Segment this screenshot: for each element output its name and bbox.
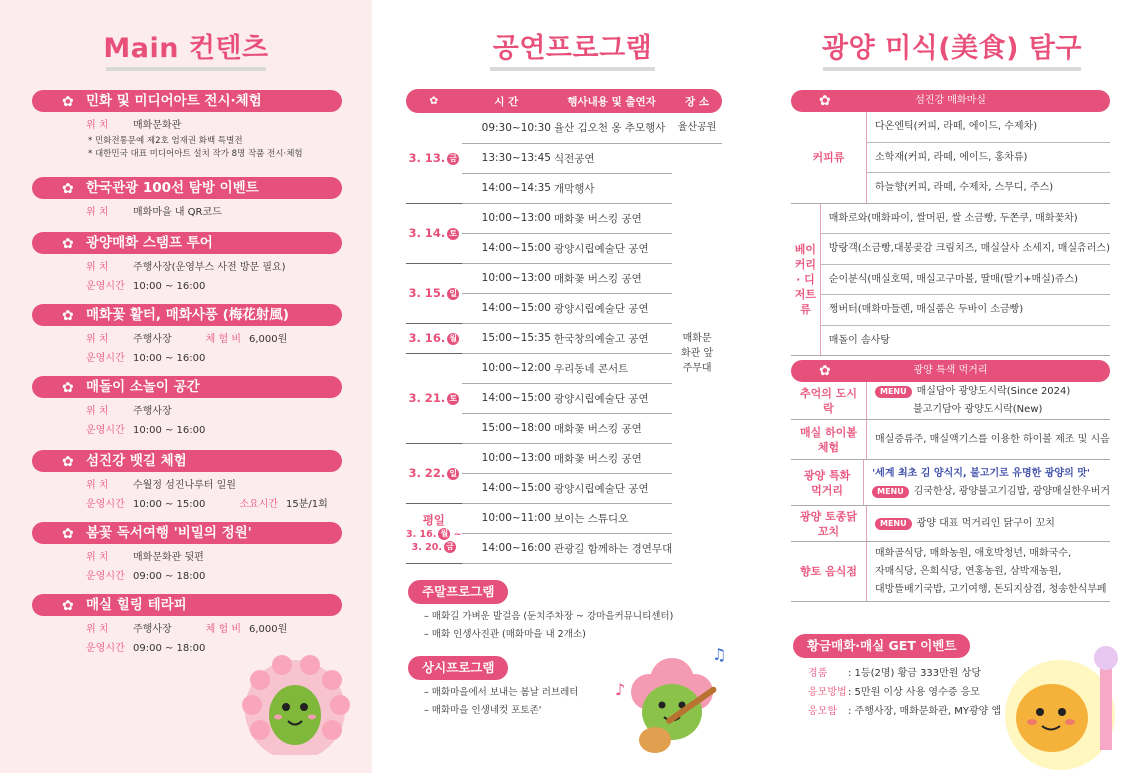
section-note: * 민화전통문예 제2호 엄재권 화백 특별전 xyxy=(88,136,243,146)
section-body xyxy=(32,330,342,368)
schedule-time: 13:30~13:45 xyxy=(462,143,551,173)
event-label: 응모방법 xyxy=(808,687,847,698)
title-underline xyxy=(490,67,655,71)
local-food-row xyxy=(791,506,1110,542)
schedule-event: 매화꽃 버스킹 공연 xyxy=(551,263,672,293)
food-category-row xyxy=(791,112,1110,204)
food-line-text: 매실증류주, 매실액기스를 이용한 하이볼 제조 및 시음 xyxy=(875,433,1110,445)
schedule-date xyxy=(406,353,462,443)
schedule-date xyxy=(406,113,462,203)
main-contents-title-text: Main 컨텐츠 xyxy=(103,33,269,64)
schedule-event: 광양시립예술단 공연 xyxy=(551,473,672,503)
section-header xyxy=(32,232,342,254)
flower-icon: ✿ xyxy=(62,181,74,197)
info-label: 소요시간 xyxy=(239,499,279,510)
section-note: * 대한민국 대표 미디어아트 설치 작가 8명 작품 전시·체험 xyxy=(88,149,303,159)
always-program-badge: 상시프로그램 xyxy=(408,656,508,680)
schedule-time: 10:00~12:00 xyxy=(462,353,551,383)
mascot-guitar-illustration xyxy=(607,640,737,765)
food-item: 순이분식(매실호떡, 매실고구마볼, 딸매(딸기+매실)쥬스) xyxy=(821,265,1110,296)
schedule-time: 10:00~13:00 xyxy=(462,263,551,293)
weekday-badge: 금 xyxy=(444,541,456,553)
food-line xyxy=(875,431,1110,449)
event-info-row xyxy=(808,683,980,702)
info-label: 위 치 xyxy=(86,552,109,563)
content-section xyxy=(32,304,342,368)
info-label: 체 험 비 xyxy=(205,334,241,345)
schedule-event: 광양시립예술단 공연 xyxy=(551,383,672,413)
always-item: – 매화마을에서 보내는 봄날 러브레터 xyxy=(424,687,579,698)
event-value: : 1등(2명) 황금 333만원 상당 xyxy=(848,668,981,679)
local-food-category: 광양 토종닭꼬치 xyxy=(791,506,867,541)
info-value: 10:00 ~ 15:00 xyxy=(133,499,206,510)
performance-title-text: 공연프로그램 xyxy=(492,33,653,64)
info-value: 09:00 ~ 18:00 xyxy=(133,571,206,582)
section-title: 한국관광 100선 탐방 이벤트 xyxy=(86,180,259,196)
section-header xyxy=(32,90,342,112)
schedule-event: 한국창의예술고 공연 xyxy=(551,323,672,353)
info-label: 운영시간 xyxy=(86,425,125,436)
info-value: 6,000원 xyxy=(248,624,288,635)
local-food-detail xyxy=(867,506,1110,541)
weekend-item: – 매화 인생사진관 (매화마을 내 2개소) xyxy=(424,629,586,640)
food-line-text: 자매식당, 은희식당, 연홍농원, 삼박재농원, xyxy=(875,565,1062,577)
info-value: 매화문화관 xyxy=(133,120,182,131)
local-food-row xyxy=(791,382,1110,420)
date-end: 3. 20. xyxy=(411,542,442,553)
food-line-text: 김국한상, 광양불고기김밥, 광양매실한우버거 xyxy=(913,485,1110,497)
food-line xyxy=(875,515,1110,533)
food-item: 매돌이 솜사탕 xyxy=(828,334,890,346)
food-line xyxy=(875,383,1110,401)
info-row xyxy=(32,330,342,349)
schedule-date xyxy=(406,263,462,323)
schedule-place: 율산공원 xyxy=(672,113,722,143)
performance-panel xyxy=(372,0,773,773)
section-title: 섬진강 뱃길 체험 xyxy=(86,453,187,469)
schedule-event: 광양시립예술단 공연 xyxy=(551,293,672,323)
event-value: : 5만원 이상 사용 영수증 응모 xyxy=(848,687,980,698)
food-item: 매화로와(매화파이, 쌀머핀, 쌀 소금빵, 두쫀쿠, 매화꽃차) xyxy=(821,204,1110,235)
weekend-item: – 매화길 가벼운 발걸음 (둔치주차장 ~ 강마을커뮤니티센터) xyxy=(424,611,674,622)
info-row xyxy=(32,567,342,586)
info-value: 주행사장 xyxy=(133,406,172,417)
performance-title xyxy=(372,26,773,71)
info-value: 수월정 섬진나루터 일원 xyxy=(133,480,236,491)
section-header xyxy=(32,177,342,199)
schedule-event: 광양시립예술단 공연 xyxy=(551,233,672,263)
schedule-event: 식전공연 xyxy=(551,143,672,173)
schedule-time: 10:00~13:00 xyxy=(462,203,551,233)
flower-icon: ✿ xyxy=(819,363,831,379)
info-label: 위 치 xyxy=(86,334,109,345)
local-food-table xyxy=(791,360,1110,602)
mascot-maesil-illustration xyxy=(990,640,1125,770)
food-item: 방랑객(소금빵,대봉곶감 크림치즈, 매실살사 소세지, 매실츄러스) xyxy=(821,234,1110,265)
section-header xyxy=(32,522,342,544)
schedule-time: 10:00~11:00 xyxy=(462,503,551,533)
info-label: 체 험 비 xyxy=(205,624,241,635)
schedule-time: 14:00~14:35 xyxy=(462,173,551,203)
info-label: 위 치 xyxy=(86,406,109,417)
content-section xyxy=(32,450,342,514)
schedule-time: 15:00~18:00 xyxy=(462,413,551,443)
event-info-row xyxy=(808,664,981,683)
event-value: : 주행사장, 매화문화관, MY광양 앱 xyxy=(848,706,1002,717)
maesil-table-header xyxy=(791,90,1110,112)
info-row xyxy=(32,476,342,495)
info-value: 09:00 ~ 18:00 xyxy=(133,643,206,654)
info-value: 매화문화관 뒷편 xyxy=(133,552,204,563)
section-title: 민화 및 미디어아트 전시·체험 xyxy=(86,93,262,109)
date-start: 3. 16. xyxy=(406,529,437,540)
mascot-flower-illustration xyxy=(230,645,360,755)
food-category: 커피류 xyxy=(791,112,867,203)
info-value: 주행사장(운영부스 사전 방문 필요) xyxy=(133,262,286,273)
section-header xyxy=(32,376,342,398)
food-line-text: 매실담아 광양도시락(Since 2024) xyxy=(916,385,1071,397)
local-food-detail xyxy=(867,542,1110,601)
food-line xyxy=(872,483,1110,501)
food-line-text: 광양 대표 먹거리인 닭구이 꼬치 xyxy=(916,517,1055,529)
flower-icon: ✿ xyxy=(62,526,74,542)
schedule-date xyxy=(406,203,462,263)
date-text: 3. 21. xyxy=(408,391,446,405)
date-text: 3. 16. xyxy=(408,331,446,345)
date-text: 평일 xyxy=(422,513,445,527)
section-title: 매돌이 소놀이 공간 xyxy=(86,379,200,395)
content-section xyxy=(32,90,342,161)
flower-icon: ✿ xyxy=(62,236,74,252)
info-label: 운영시간 xyxy=(86,281,125,292)
local-food-detail xyxy=(864,460,1110,505)
section-header xyxy=(32,450,342,472)
schedule-time: 14:00~15:00 xyxy=(462,233,551,263)
food-title xyxy=(773,26,1131,71)
section-body xyxy=(32,116,342,161)
local-food-row xyxy=(791,460,1110,506)
section-body xyxy=(32,258,342,296)
schedule-header-row xyxy=(406,89,722,113)
section-title: 매화꽃 활터, 매화사풍 (梅花射風) xyxy=(86,307,289,323)
info-label: 위 치 xyxy=(86,120,109,131)
section-body xyxy=(32,402,342,440)
schedule-time: 15:00~15:35 xyxy=(462,323,551,353)
maesil-table-title: 섬진강 매화마실 xyxy=(915,95,986,106)
svg-text:♪: ♪ xyxy=(615,680,626,699)
content-section xyxy=(32,177,342,222)
date-range: 3. 16. 월 ~ 3. 20. 금 xyxy=(406,529,462,553)
schedule-event: 매화꽃 버스킹 공연 xyxy=(551,203,672,233)
info-value: 주행사장 xyxy=(133,334,172,345)
info-row xyxy=(32,402,342,421)
section-title: 매실 힐링 테라피 xyxy=(86,597,187,613)
food-items xyxy=(867,112,1110,203)
schedule-event: 보이는 스튜디오 xyxy=(551,503,672,533)
title-underline xyxy=(106,67,266,71)
menu-badge: MENU xyxy=(875,518,912,530)
section-header xyxy=(32,304,342,326)
weekday-badge: 토 xyxy=(447,393,459,405)
food-item: 하늘향(커피, 라떼, 수제차, 스무디, 주스) xyxy=(875,182,1054,193)
food-line-text: 대방뜰배기국밥, 고기여행, 돈되지삼겹, 청송한식부페 xyxy=(875,583,1107,595)
content-section xyxy=(32,232,342,296)
schedule-event: 율산 김오천 옹 추모행사 xyxy=(551,113,672,143)
schedule-time: 14:00~16:00 xyxy=(462,533,551,563)
local-food-category: 매실 하이볼 체험 xyxy=(791,420,867,459)
info-row xyxy=(32,620,342,639)
menu-badge: MENU xyxy=(875,386,912,398)
header-time: 시 간 xyxy=(462,89,551,113)
schedule-time: 14:00~15:00 xyxy=(462,293,551,323)
info-row xyxy=(32,277,342,296)
local-food-title: 광양 특색 먹거리 xyxy=(913,365,988,376)
info-label: 위 치 xyxy=(86,207,109,218)
date-text: 3. 15. xyxy=(408,286,446,300)
food-item: 다온엔틱(커피, 라떼, 에이드, 수제차) xyxy=(867,112,1110,143)
info-row xyxy=(32,495,342,514)
food-item: 소학재(커피, 라떼, 에이드, 홍차류) xyxy=(867,143,1110,174)
weekend-program-badge: 주말프로그램 xyxy=(408,580,508,604)
info-value: 10:00 ~ 16:00 xyxy=(133,281,206,292)
section-title: 봄꽃 독서여행 '비밀의 정원' xyxy=(86,525,252,541)
info-label: 운영시간 xyxy=(86,643,125,654)
weekday-badge: 월 xyxy=(438,528,450,540)
weekday-badge: 일 xyxy=(447,468,459,480)
date-text: 3. 14. xyxy=(408,226,446,240)
schedule-time: 14:00~15:00 xyxy=(462,383,551,413)
section-title: 광양매화 스탬프 투어 xyxy=(86,235,213,251)
main-contents-title xyxy=(0,26,372,71)
performance-schedule-table xyxy=(406,89,722,564)
food-category: 베이커리 · 디저트류 xyxy=(791,204,821,356)
food-title-text: 광양 미식(美食) 탐구 xyxy=(822,33,1082,64)
info-label: 위 치 xyxy=(86,624,109,635)
food-line-text: 매화골식당, 매화농원, 애호박청년, 매화국수, xyxy=(875,547,1072,559)
info-value: 6,000원 xyxy=(248,334,288,345)
local-food-detail xyxy=(867,420,1110,459)
weekday-badge: 토 xyxy=(447,228,459,240)
local-food-category: 추억의 도시락 xyxy=(791,382,867,419)
food-item: 쩡버터(매화마들렌, 매실품은 두바이 소금빵) xyxy=(821,295,1110,326)
info-label: 운영시간 xyxy=(86,571,125,582)
section-header xyxy=(32,594,342,616)
date-text: 3. 13. xyxy=(408,150,446,165)
schedule-time: 10:00~13:00 xyxy=(462,443,551,473)
info-row xyxy=(32,203,342,222)
flower-icon: ✿ xyxy=(62,94,74,110)
content-section xyxy=(32,522,342,586)
local-food-header xyxy=(791,360,1110,382)
maesil-cafe-table xyxy=(791,90,1110,356)
info-row xyxy=(32,548,342,567)
local-food-detail xyxy=(867,382,1110,419)
header-place: 장 소 xyxy=(672,89,722,113)
schedule-date xyxy=(406,323,462,353)
schedule-date xyxy=(406,443,462,503)
local-food-row xyxy=(791,542,1110,602)
schedule-event: 매화꽃 버스킹 공연 xyxy=(551,443,672,473)
title-underline xyxy=(823,67,1081,71)
flower-icon: ✿ xyxy=(819,93,831,109)
weekday-badge: 일 xyxy=(447,288,459,300)
info-value: 주행사장 xyxy=(133,624,172,635)
food-slogan: '세계 최초 김 양식지, 불고기로 유명한 광양의 맛' xyxy=(872,467,1090,479)
section-body xyxy=(32,548,342,586)
schedule-place-main-stage: 매화문화관 앞 주무대 xyxy=(681,332,714,374)
menu-badge: MENU xyxy=(872,486,909,498)
info-value: 15분/1회 xyxy=(286,499,328,510)
date-text: 3. 22. xyxy=(408,466,446,480)
event-info-row xyxy=(808,702,1001,721)
event-label: 응모함 xyxy=(808,706,837,717)
info-label: 운영시간 xyxy=(86,499,125,510)
food-items xyxy=(821,204,1110,356)
weekday-badge: 금 xyxy=(447,153,459,165)
food-line xyxy=(875,401,1110,419)
info-row xyxy=(32,421,342,440)
info-value: 10:00 ~ 16:00 xyxy=(133,353,206,364)
info-row xyxy=(32,349,342,368)
info-row xyxy=(32,258,342,277)
content-section xyxy=(32,376,342,440)
always-item: – 매화마을 인생네컷 포토존' xyxy=(424,705,542,716)
food-category-row xyxy=(791,204,1110,357)
local-food-category: 광양 특화 먹거리 xyxy=(791,460,864,505)
info-row xyxy=(32,116,342,135)
food-line xyxy=(875,545,1110,563)
schedule-time: 09:30~10:30 xyxy=(462,113,551,143)
svg-text:♫: ♫ xyxy=(712,645,727,664)
food-line-text: 불고기담아 광양도시락(New) xyxy=(913,403,1043,415)
schedule-event: 우리동네 콘서트 xyxy=(551,353,672,383)
flower-icon: ✿ xyxy=(62,598,74,614)
schedule-event: 개막행사 xyxy=(551,173,672,203)
info-label: 위 치 xyxy=(86,262,109,273)
weekday-badge: 월 xyxy=(447,333,459,345)
schedule-event: 관광길 함께하는 경연무대 xyxy=(551,533,672,563)
flower-icon: ✿ xyxy=(62,380,74,396)
info-label: 운영시간 xyxy=(86,353,125,364)
local-food-row xyxy=(791,420,1110,460)
info-value: 매화마을 내 QR코드 xyxy=(133,207,222,218)
schedule-row xyxy=(406,113,722,143)
flower-icon: ✿ xyxy=(62,454,74,470)
schedule-time: 14:00~15:00 xyxy=(462,473,551,503)
section-body xyxy=(32,203,342,222)
flower-icon: ✿ xyxy=(406,89,462,113)
info-value: 10:00 ~ 16:00 xyxy=(133,425,206,436)
info-label: 위 치 xyxy=(86,480,109,491)
header-content: 행사내용 및 출연자 xyxy=(551,89,672,113)
schedule-date xyxy=(406,503,462,563)
section-body xyxy=(32,476,342,514)
event-label: 경품 xyxy=(808,668,828,679)
schedule-event: 매화꽃 버스킹 공연 xyxy=(551,413,672,443)
local-food-category: 향토 음식점 xyxy=(791,542,867,601)
golden-event-badge: 황금매화·매실 GET 이벤트 xyxy=(793,634,970,658)
main-contents-panel xyxy=(0,0,372,773)
food-line xyxy=(875,581,1110,599)
flower-icon: ✿ xyxy=(62,308,74,324)
food-line xyxy=(875,563,1110,581)
